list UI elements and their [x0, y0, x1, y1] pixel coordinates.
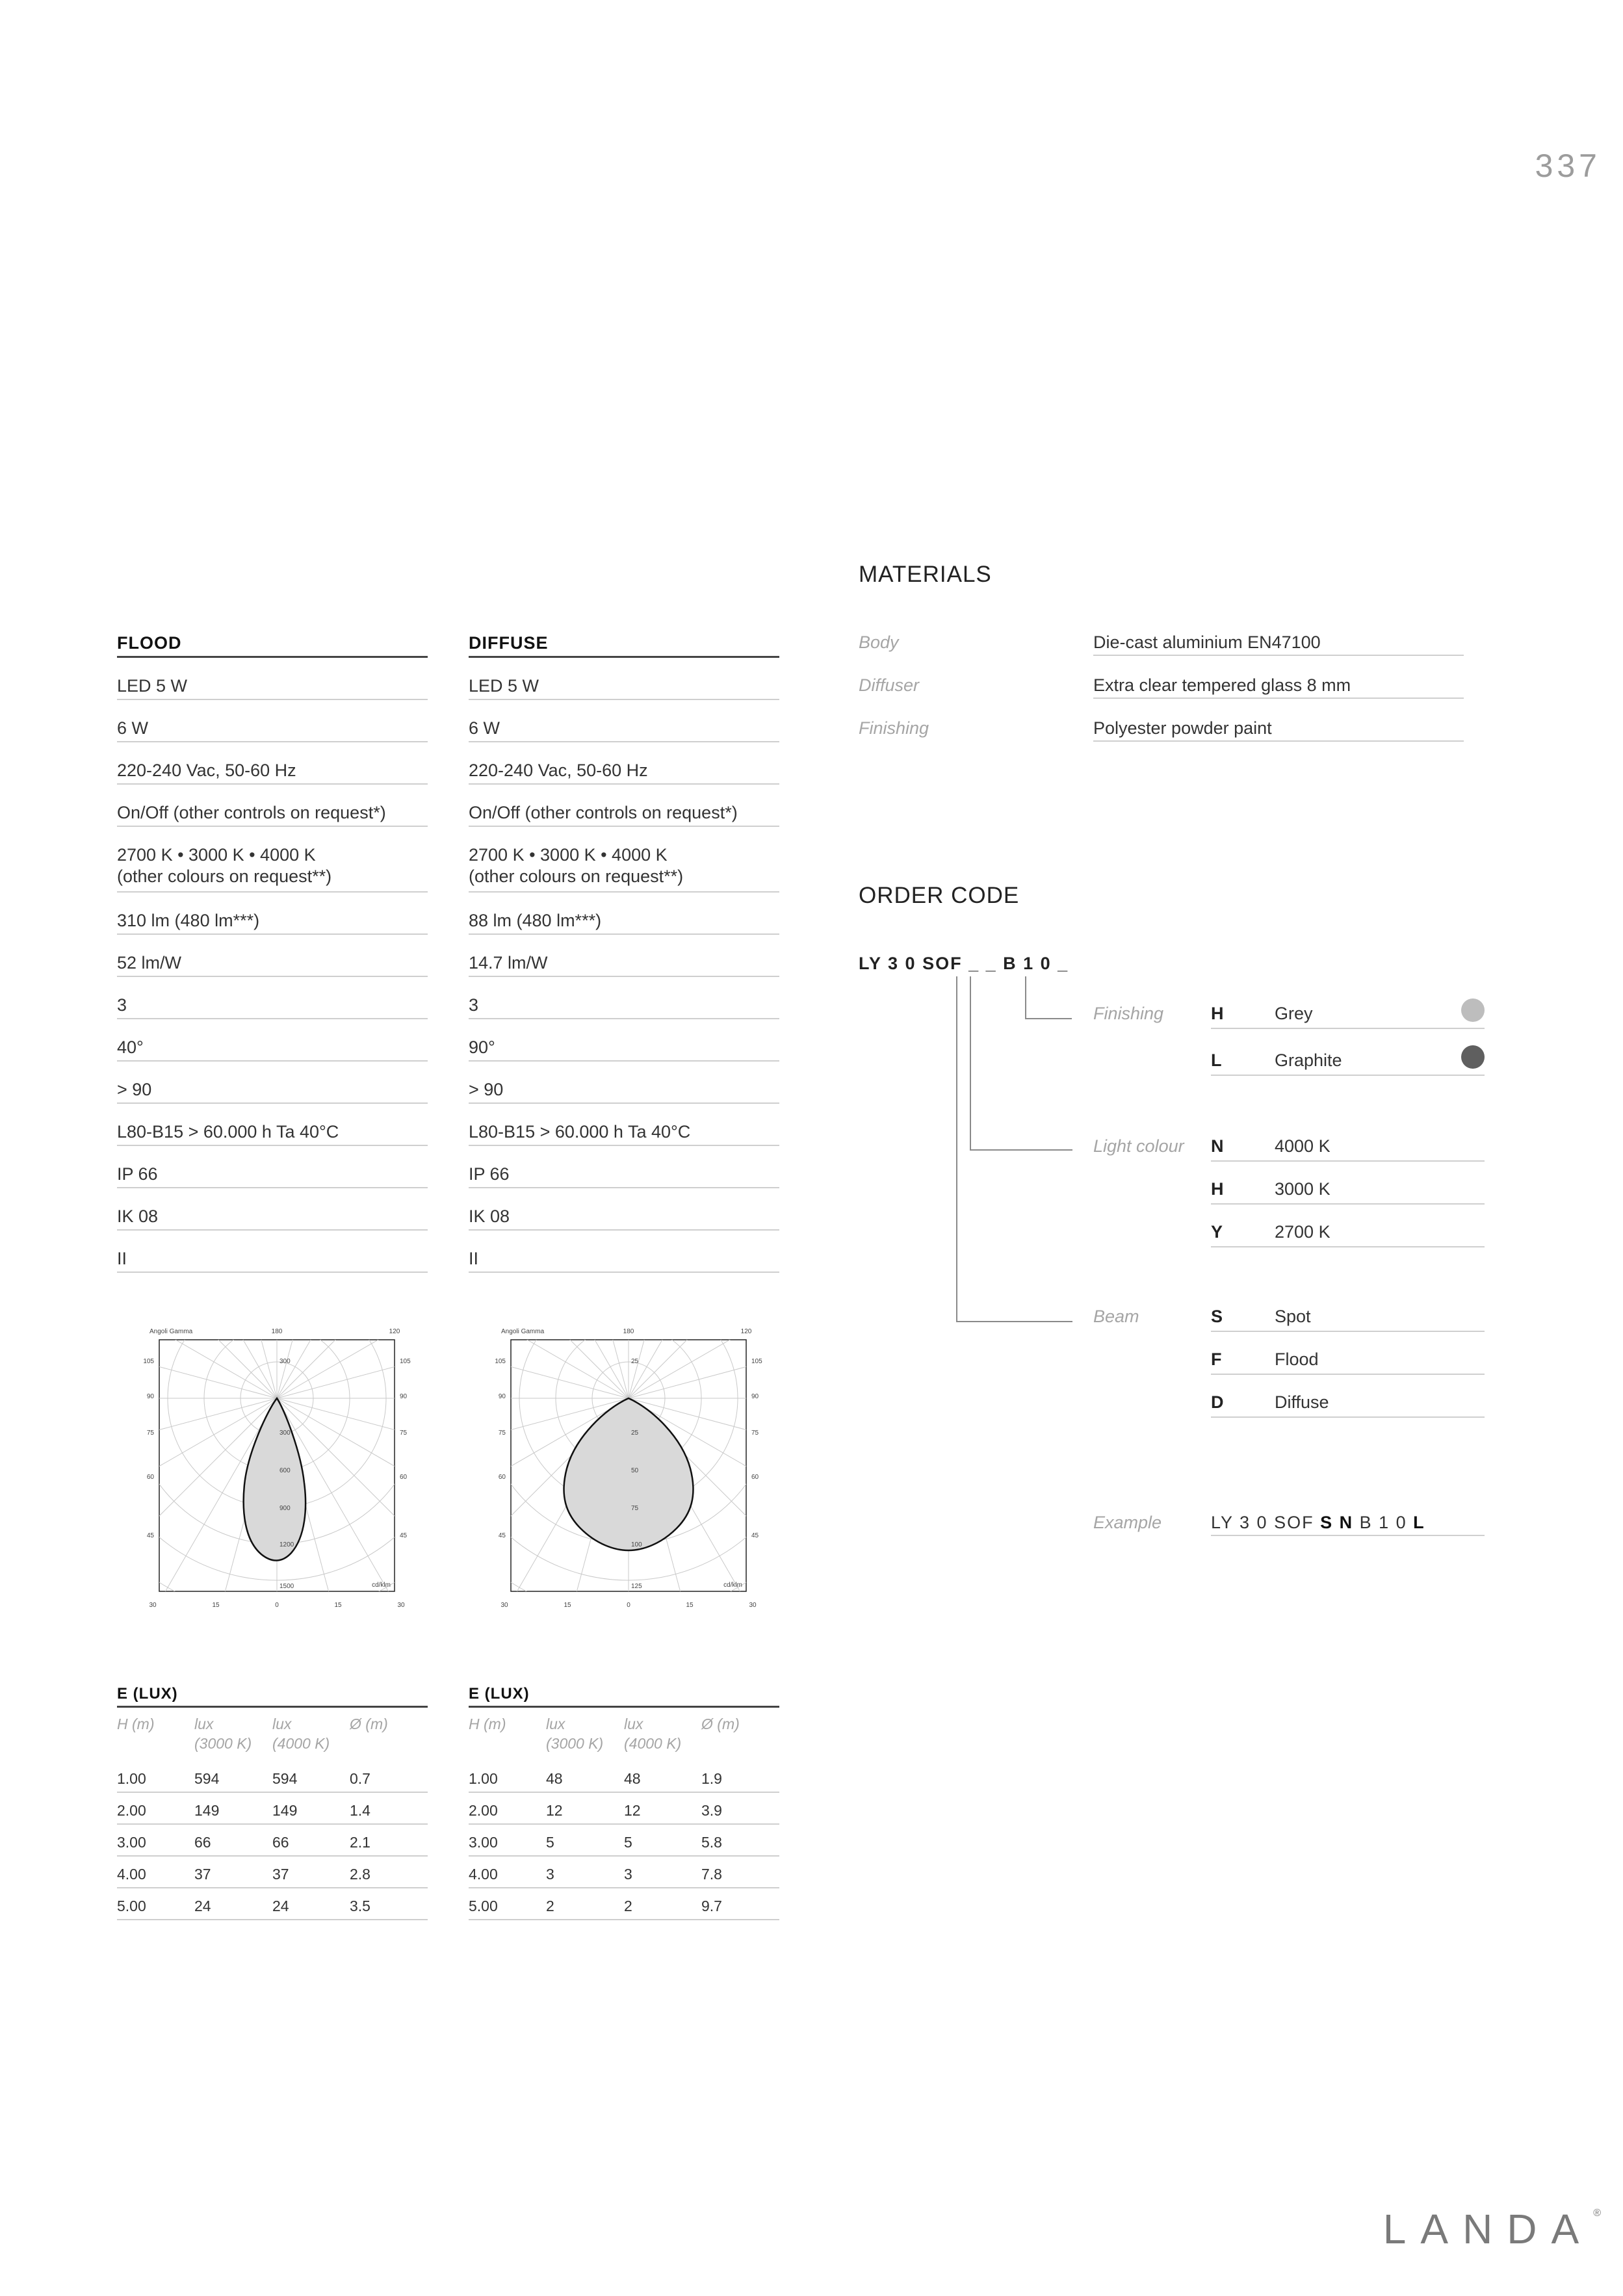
flood-spec-row [117, 785, 428, 827]
diagram-angle-label-right: 60 [400, 1474, 408, 1481]
table-cell: 24 [272, 1898, 289, 1914]
lux-table-title: E (LUX) [469, 1685, 779, 1708]
diffuse-spec-row [469, 658, 779, 700]
diffuse-lux-table [469, 1685, 779, 1920]
spec-value: 14.7 lm/W [469, 953, 548, 972]
option-name: Diffuse [1275, 1392, 1329, 1412]
header-diameter: Ø (m) [350, 1715, 388, 1732]
header-lux-3000-line2: (3000 K) [546, 1735, 604, 1752]
table-cell: 5 [546, 1834, 554, 1851]
diagram-angle-label-left: 90 [498, 1393, 506, 1400]
spec-value: 6 W [469, 718, 500, 738]
table-cell: 149 [194, 1802, 220, 1819]
diffuse-photometric-diagram [469, 1319, 794, 1618]
table-cell: 3.00 [117, 1834, 146, 1851]
table-cell: 1.4 [350, 1802, 370, 1819]
example-colour: N [1339, 1513, 1354, 1532]
connector-finishing-horizontal [1025, 1018, 1072, 1019]
diagram-angle-label-right: 90 [400, 1393, 408, 1400]
lux-table-title: E (LUX) [117, 1685, 428, 1708]
table-cell: 5 [624, 1834, 632, 1851]
diagram-angle-label-right: 90 [751, 1393, 759, 1400]
grid-ray [117, 1319, 277, 1398]
grid-ray [629, 1319, 794, 1398]
material-label-finishing: Finishing [859, 718, 929, 738]
spec-value: IP 66 [469, 1164, 510, 1184]
table-row [469, 1888, 779, 1920]
table-cell: 66 [194, 1834, 211, 1851]
option-code: Y [1211, 1222, 1223, 1242]
spec-value: On/Off (other controls on request*) [117, 803, 386, 822]
order-option-colour-3000k [1211, 1179, 1485, 1205]
diagram-angle-label-left: 75 [498, 1429, 506, 1437]
diagram-intensity-label: 600 [279, 1467, 291, 1474]
table-row [117, 1888, 428, 1920]
table-cell: 3.00 [469, 1834, 498, 1851]
diagram-angle-label-right: 45 [751, 1532, 759, 1539]
diffuse-spec-row [469, 977, 779, 1019]
header-lux-4000-line1: lux [624, 1715, 643, 1732]
spec-value: IK 08 [469, 1207, 510, 1226]
spec-value: II [117, 1249, 127, 1268]
diffuse-header: DIFFUSE [469, 633, 779, 658]
option-code: H [1211, 1004, 1224, 1023]
diagram-unit-label: cd/klm [372, 1582, 391, 1589]
diagram-intensity-label: 300 [279, 1429, 291, 1437]
table-cell: 1.00 [469, 1770, 498, 1787]
diffuse-spec-row [469, 1188, 779, 1231]
order-option-beam-spot [1211, 1307, 1485, 1332]
header-height: H (m) [117, 1715, 155, 1732]
table-cell: 5.8 [701, 1834, 722, 1851]
flood-spec-row [117, 1062, 428, 1104]
flood-spec-row [117, 1188, 428, 1231]
table-row [117, 1857, 428, 1888]
header-diameter: Ø (m) [701, 1715, 740, 1732]
option-code: S [1211, 1307, 1223, 1326]
grid-ray [277, 1319, 378, 1398]
order-example-code [1211, 1513, 1485, 1536]
order-code-title: ORDER CODE [859, 883, 1020, 908]
diagram-unit-label: cd/klm [723, 1582, 742, 1589]
spec-value: 52 lm/W [117, 953, 182, 972]
material-label-diffuser: Diffuser [859, 675, 920, 695]
flood-spec-row [117, 742, 428, 785]
diagram-intensity-label: 75 [631, 1505, 639, 1512]
spec-value: IP 66 [117, 1164, 158, 1184]
registered-mark-icon: ® [1593, 2208, 1601, 2219]
table-cell: 149 [272, 1802, 298, 1819]
grid-ray [469, 1319, 629, 1398]
table-cell: 594 [272, 1770, 298, 1787]
spec-value: L80-B15 > 60.000 h Ta 40°C [117, 1122, 339, 1141]
order-option-beam-diffuse [1211, 1392, 1485, 1418]
table-cell: 3 [546, 1866, 554, 1883]
table-row [117, 1825, 428, 1857]
grey-swatch-icon [1461, 998, 1485, 1022]
landa-logo [1383, 2205, 1601, 2253]
table-cell: 0.7 [350, 1770, 370, 1787]
order-option-beam-flood [1211, 1350, 1485, 1375]
table-row [117, 1793, 428, 1825]
option-code: H [1211, 1179, 1224, 1199]
header-lux-4000 [272, 1714, 330, 1753]
grid-ray [277, 1319, 442, 1398]
grid-ray [277, 1319, 442, 1398]
diagram-angle-label-bottom: 15 [564, 1602, 571, 1609]
table-cell: 5.00 [469, 1898, 498, 1914]
diagram-intensity-label: 50 [631, 1467, 639, 1474]
option-code: N [1211, 1136, 1224, 1156]
diagram-top-right-label: 120 [389, 1328, 400, 1335]
spec-value: 2700 K • 3000 K • 4000 K [469, 845, 668, 865]
header-lux-4000-line2: (4000 K) [624, 1735, 682, 1752]
diagram-angle-label-left: 45 [498, 1532, 506, 1539]
diagram-intensity-label: 100 [631, 1541, 642, 1548]
header-lux-3000-line1: lux [546, 1715, 565, 1732]
grid-ray [469, 1319, 629, 1398]
diagram-angle-label-left: 90 [146, 1393, 154, 1400]
spec-value: 6 W [117, 718, 149, 738]
diagram-angle-label-right: 60 [751, 1474, 759, 1481]
example-beam: S [1320, 1513, 1334, 1532]
diagram-angle-label-right: 45 [400, 1532, 408, 1539]
diagram-angle-label-bottom: 0 [627, 1602, 630, 1609]
grid-ray [629, 1319, 794, 1398]
diffuse-spec-row [469, 1019, 779, 1062]
diffuse-spec-column [469, 633, 779, 1273]
table-row [469, 1761, 779, 1793]
flood-spec-row [117, 1146, 428, 1188]
diagram-angle-label-left: 45 [146, 1532, 154, 1539]
order-option-colour-2700k [1211, 1222, 1485, 1247]
diagram-angle-label-bottom: 30 [749, 1602, 757, 1609]
lux-table-header [469, 1714, 779, 1761]
table-cell: 12 [624, 1802, 641, 1819]
table-cell: 48 [546, 1770, 563, 1787]
example-finishing: L [1413, 1513, 1425, 1532]
table-cell: 594 [194, 1770, 220, 1787]
diffuse-spec-row [469, 935, 779, 977]
table-row [117, 1761, 428, 1793]
table-cell: 66 [272, 1834, 289, 1851]
spec-value: 40° [117, 1037, 144, 1057]
spec-value: 220-240 Vac, 50-60 Hz [117, 761, 296, 780]
table-row [469, 1793, 779, 1825]
diagram-corner-label: Angoli Gamma [501, 1328, 545, 1335]
spec-value: 90° [469, 1037, 495, 1057]
spec-value: IK 08 [117, 1207, 159, 1226]
order-option-finishing-grey [1211, 1004, 1485, 1029]
diffuse-spec-row [469, 827, 779, 893]
diffuse-spec-row [469, 893, 779, 935]
diagram-intensity-label: 125 [631, 1583, 642, 1590]
spec-value: > 90 [117, 1080, 152, 1099]
diagram-angle-label-bottom: 30 [149, 1602, 157, 1609]
header-height: H (m) [469, 1715, 506, 1732]
diffuse-spec-row [469, 1104, 779, 1146]
flood-spec-row [117, 700, 428, 742]
table-cell: 9.7 [701, 1898, 722, 1914]
graphite-swatch-icon [1461, 1045, 1485, 1069]
diffuse-spec-row [469, 1146, 779, 1188]
option-name: Flood [1275, 1350, 1319, 1369]
diagram-angle-label-bottom: 30 [500, 1602, 508, 1609]
example-middle: B 1 0 [1353, 1513, 1414, 1532]
spec-value: LED 5 W [117, 676, 188, 696]
spec-value: LED 5 W [469, 676, 539, 696]
order-code-string: LY 3 0 SOF _ _ B 1 0 _ [859, 954, 1069, 973]
table-row [469, 1825, 779, 1857]
page-number: 337 [1535, 148, 1601, 184]
diagram-intensity-label: 1200 [279, 1541, 294, 1548]
diagram-angle-label-left: 60 [498, 1474, 506, 1481]
table-cell: 24 [194, 1898, 211, 1914]
option-code: L [1211, 1050, 1222, 1070]
diagram-top-label: 180 [271, 1328, 283, 1335]
order-option-finishing-graphite [1211, 1050, 1485, 1076]
table-cell: 3 [624, 1866, 632, 1883]
spec-value: 3 [117, 995, 127, 1015]
table-cell: 4.00 [117, 1866, 146, 1883]
diagram-angle-label-right: 105 [400, 1358, 411, 1365]
flood-spec-column [117, 633, 428, 1273]
grid-ray [277, 1319, 442, 1398]
table-cell: 12 [546, 1802, 563, 1819]
option-name: Spot [1275, 1307, 1311, 1326]
diagram-corner-label: Angoli Gamma [149, 1328, 193, 1335]
table-cell: 2 [624, 1898, 632, 1914]
grid-ray [117, 1319, 277, 1398]
flood-spec-row [117, 827, 428, 893]
table-cell: 2.00 [469, 1802, 498, 1819]
diagram-top-right-label: 120 [740, 1328, 752, 1335]
grid-ray [117, 1319, 277, 1398]
grid-ray [629, 1319, 729, 1398]
header-lux-4000-line2: (4000 K) [272, 1735, 330, 1752]
diagram-intensity-label: 1500 [279, 1583, 294, 1590]
table-cell: 48 [624, 1770, 641, 1787]
diagram-angle-label-right: 75 [751, 1429, 759, 1437]
diagram-intensity-label: 25 [631, 1358, 639, 1365]
diagram-intensity-label: 900 [279, 1505, 291, 1512]
order-label-light-colour: Light colour [1093, 1136, 1184, 1156]
spec-value: 220-240 Vac, 50-60 Hz [469, 761, 648, 780]
flood-spec-row [117, 658, 428, 700]
header-lux-3000-line2: (3000 K) [194, 1735, 252, 1752]
diagram-angle-label-left: 105 [143, 1358, 154, 1365]
diagram-top-label: 180 [623, 1328, 634, 1335]
diffuse-spec-row [469, 1231, 779, 1273]
diagram-angle-label-bottom: 30 [397, 1602, 405, 1609]
grid-ray [629, 1319, 794, 1398]
connector-finishing-vertical [1025, 976, 1026, 1019]
grid-ray [469, 1319, 629, 1398]
header-lux-3000 [194, 1714, 252, 1753]
diagram-angle-label-right: 75 [400, 1429, 408, 1437]
spec-value: (other colours on request**) [469, 867, 684, 886]
material-value-body: Die-cast aluminium EN47100 [1093, 633, 1464, 656]
flood-spec-row [117, 977, 428, 1019]
flood-photometric-diagram [117, 1319, 442, 1618]
header-lux-3000 [546, 1714, 603, 1753]
table-cell: 1.00 [117, 1770, 146, 1787]
flood-spec-row [117, 1019, 428, 1062]
table-cell: 7.8 [701, 1866, 722, 1883]
diffuse-spec-row [469, 742, 779, 785]
example-prefix: LY 3 0 SOF [1211, 1513, 1321, 1532]
grid-ray [469, 1319, 629, 1398]
connector-colour-vertical [970, 976, 971, 1151]
flood-header: FLOOD [117, 633, 428, 658]
grid-ray [277, 1319, 442, 1398]
flood-spec-row [117, 935, 428, 977]
table-cell: 2.1 [350, 1834, 370, 1851]
table-row [469, 1857, 779, 1888]
material-value-finishing: Polyester powder paint [1093, 718, 1464, 742]
option-name: Graphite [1275, 1050, 1342, 1070]
order-option-colour-4000k [1211, 1136, 1485, 1162]
table-cell: 2.8 [350, 1866, 370, 1883]
option-name: Grey [1275, 1004, 1313, 1023]
spec-value: 310 lm (480 lm***) [117, 911, 260, 930]
spec-value: On/Off (other controls on request*) [469, 803, 738, 822]
material-value-diffuser: Extra clear tempered glass 8 mm [1093, 675, 1464, 699]
table-cell: 4.00 [469, 1866, 498, 1883]
brand-name: LANDA [1383, 2206, 1594, 2252]
table-cell: 37 [272, 1866, 289, 1883]
diagram-angle-label-left: 60 [146, 1474, 154, 1481]
table-cell: 1.9 [701, 1770, 722, 1787]
flood-spec-row [117, 893, 428, 935]
material-label-body: Body [859, 633, 899, 652]
header-lux-4000-line1: lux [272, 1715, 292, 1732]
order-example-label: Example [1093, 1513, 1162, 1532]
diffuse-spec-row [469, 785, 779, 827]
table-cell: 37 [194, 1866, 211, 1883]
table-cell: 2.00 [117, 1802, 146, 1819]
diagram-angle-label-bottom: 15 [212, 1602, 220, 1609]
diagram-angle-label-bottom: 0 [275, 1602, 279, 1609]
diagram-angle-label-left: 75 [146, 1429, 154, 1437]
grid-ray [117, 1319, 277, 1398]
option-name: 4000 K [1275, 1136, 1331, 1156]
flood-spec-row [117, 1104, 428, 1146]
flood-spec-row [117, 1231, 428, 1273]
diagram-angle-label-bottom: 15 [334, 1602, 342, 1609]
order-label-finishing: Finishing [1093, 1004, 1164, 1023]
option-code: D [1211, 1392, 1224, 1412]
diffuse-spec-row [469, 700, 779, 742]
table-cell: 2 [546, 1898, 554, 1914]
grid-ray [629, 1319, 794, 1398]
option-code: F [1211, 1350, 1222, 1369]
table-cell: 3.9 [701, 1802, 722, 1819]
diagram-angle-label-bottom: 15 [686, 1602, 694, 1609]
header-lux-4000 [624, 1714, 681, 1753]
diagram-angle-label-right: 105 [751, 1358, 762, 1365]
diffuse-spec-row [469, 1062, 779, 1104]
light-distribution-curve [564, 1398, 694, 1550]
order-label-beam: Beam [1093, 1307, 1139, 1326]
lux-table-header [117, 1714, 428, 1761]
spec-value: II [469, 1249, 479, 1268]
spec-value: (other colours on request**) [117, 867, 332, 886]
connector-beam-horizontal [956, 1321, 1072, 1322]
connector-beam-vertical [956, 976, 957, 1322]
option-name: 2700 K [1275, 1222, 1331, 1242]
connector-colour-horizontal [970, 1149, 1072, 1151]
diagram-intensity-label: 300 [279, 1358, 291, 1365]
flood-lux-table [117, 1685, 428, 1920]
option-name: 3000 K [1275, 1179, 1331, 1199]
table-cell: 5.00 [117, 1898, 146, 1914]
spec-value: 2700 K • 3000 K • 4000 K [117, 845, 316, 865]
spec-value: > 90 [469, 1080, 504, 1099]
spec-value: 3 [469, 995, 479, 1015]
spec-value: 88 lm (480 lm***) [469, 911, 602, 930]
diagram-intensity-label: 25 [631, 1429, 639, 1437]
diagram-angle-label-left: 105 [495, 1358, 506, 1365]
header-lux-3000-line1: lux [194, 1715, 214, 1732]
table-cell: 3.5 [350, 1898, 370, 1914]
materials-title: MATERIALS [859, 562, 992, 587]
spec-value: L80-B15 > 60.000 h Ta 40°C [469, 1122, 691, 1141]
